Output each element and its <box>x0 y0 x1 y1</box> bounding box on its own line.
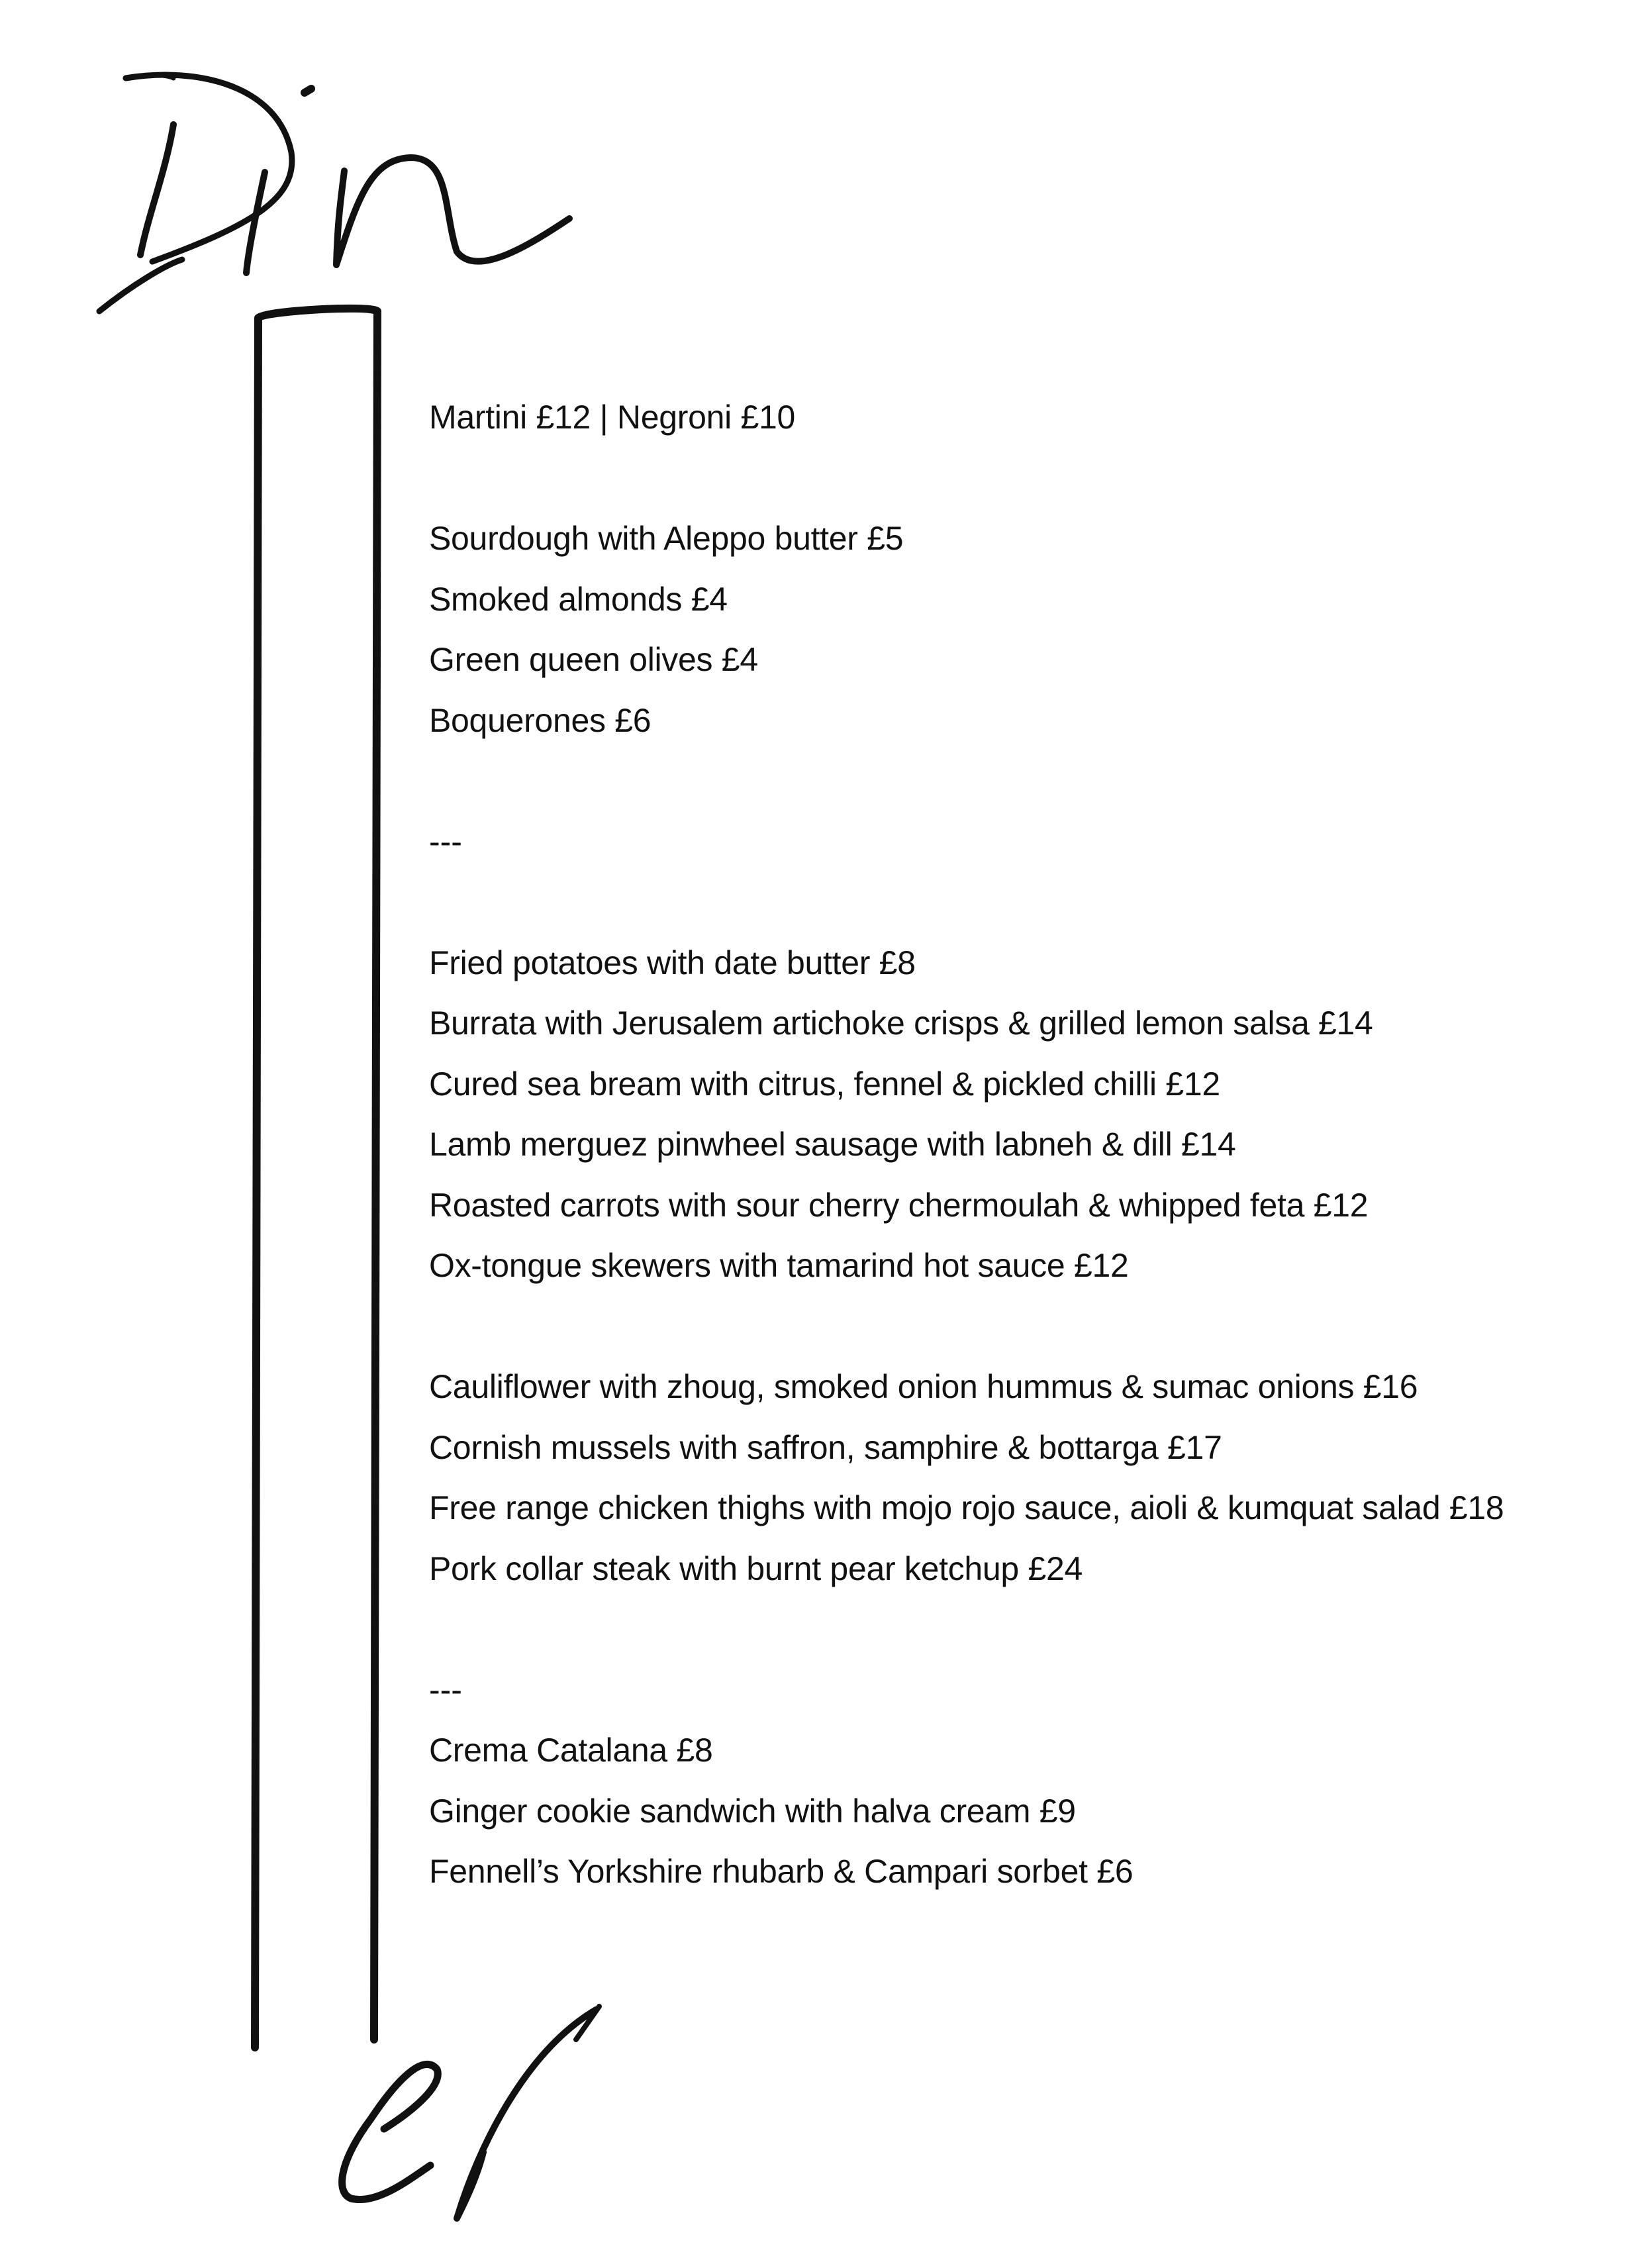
dessert-item: Crema Catalana £8 <box>429 1732 713 1769</box>
snacks-section <box>429 509 1621 751</box>
small-plates-section <box>429 933 1621 1297</box>
small-plate-item: Roasted carrots with sour cherry chermoulah & whipped feta £12 <box>429 1186 1369 1224</box>
title-bottom-script <box>342 2006 599 2218</box>
small-plate-item: Fried potatoes with date butter £8 <box>429 944 916 981</box>
dessert-item: Ginger cookie sandwich with halva cream £9 <box>429 1792 1076 1830</box>
section-separator: --- <box>429 822 462 860</box>
spacer <box>429 1599 1621 1660</box>
section-separator: --- <box>429 1671 462 1708</box>
title-connecting-bar <box>255 309 377 2047</box>
spacer <box>429 751 1621 812</box>
small-plate-item: Lamb merguez pinwheel sausage with labneh & dill £14 <box>429 1126 1236 1163</box>
small-plate-item: Burrata with Jerusalem artichoke crisps & grilled lemon salsa £14 <box>429 1005 1373 1042</box>
snack-item: Smoked almonds £4 <box>429 580 728 618</box>
snack-item: Green queen olives £4 <box>429 641 758 678</box>
large-plate-item: Pork collar steak with burnt pear ketchup £24 <box>429 1550 1083 1587</box>
large-plate-item: Free range chicken thighs with mojo rojo sauce, aioli & kumquat salad £18 <box>429 1489 1504 1526</box>
snack-item: Boquerones £6 <box>429 701 652 739</box>
drinks-section <box>429 387 1621 448</box>
spacer <box>429 872 1621 933</box>
small-plate-item: Cured sea bream with citrus, fennel & pickled chilli £12 <box>429 1065 1220 1103</box>
large-plates-section <box>429 1357 1621 1599</box>
small-plate-item: Ox-tongue skewers with tamarind hot sauce £12 <box>429 1247 1129 1284</box>
menu-list <box>429 387 1621 1902</box>
spacer <box>429 448 1621 509</box>
drinks-item: Martini £12 | Negroni £10 <box>429 399 796 436</box>
large-plate-item: Cornish mussels with saffron, samphire & bottarga £17 <box>429 1428 1222 1466</box>
desserts-section <box>429 1720 1621 1902</box>
large-plate-item: Cauliflower with zhoug, smoked onion hummus & sumac onions £16 <box>429 1368 1418 1405</box>
spacer <box>429 1297 1621 1357</box>
dessert-item: Fennell’s Yorkshire rhubarb & Campari sorbet £6 <box>429 1853 1134 1890</box>
snack-item: Sourdough with Aleppo butter £5 <box>429 520 904 557</box>
title-top-script <box>99 75 569 311</box>
